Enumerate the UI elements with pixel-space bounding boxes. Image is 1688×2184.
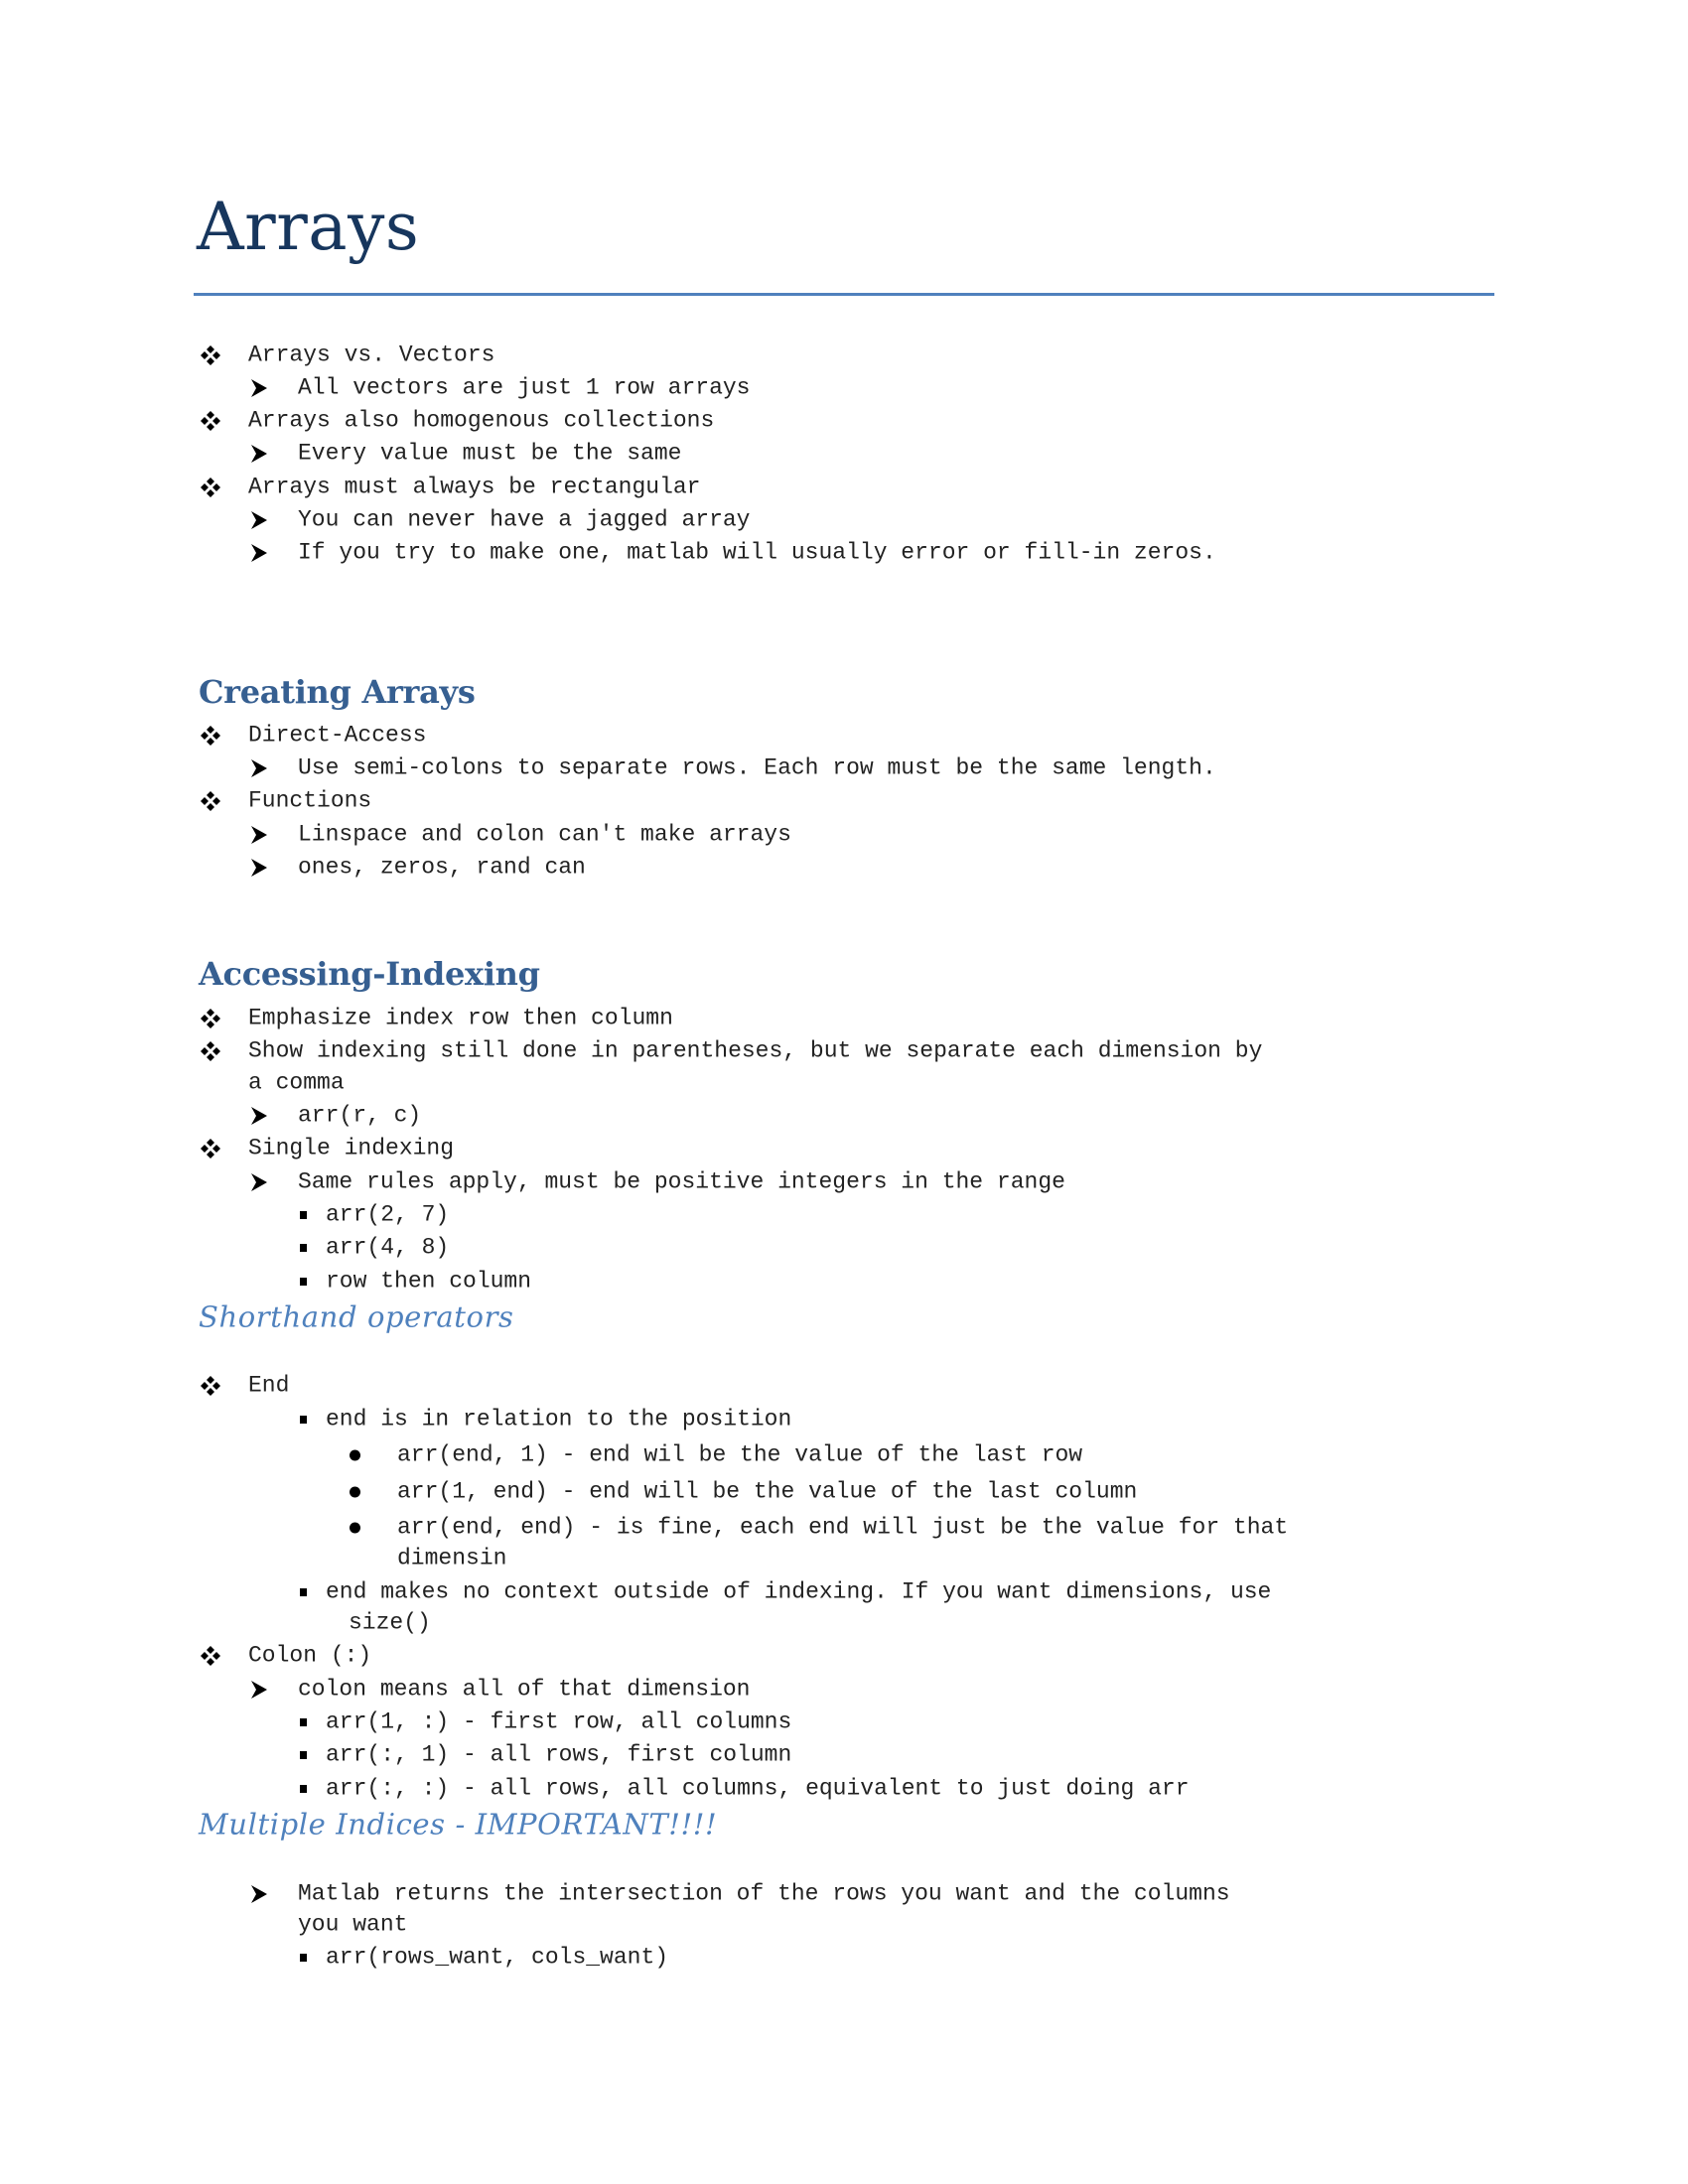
list-item: ones, zeros, rand can bbox=[298, 854, 586, 881]
diamond-icon bbox=[200, 1138, 221, 1160]
round-bullet-icon bbox=[350, 1487, 360, 1498]
round-bullet-icon bbox=[350, 1450, 360, 1461]
square-bullet-icon bbox=[300, 1278, 307, 1286]
title-underline-rule bbox=[194, 293, 1494, 296]
list-item: Colon (:) bbox=[248, 1642, 372, 1669]
square-bullet-icon bbox=[300, 1588, 307, 1596]
diamond-icon bbox=[200, 410, 221, 432]
diamond-icon bbox=[200, 344, 221, 366]
diamond-icon bbox=[200, 790, 221, 812]
list-item: You can never have a jagged array bbox=[298, 506, 751, 533]
arrow-icon bbox=[250, 858, 268, 878]
list-item: Matlab returns the intersection of the rows you want and the columns bbox=[298, 1880, 1230, 1907]
list-item: colon means all of that dimension bbox=[298, 1676, 751, 1703]
round-bullet-icon bbox=[350, 1523, 360, 1534]
arrow-icon bbox=[250, 444, 268, 464]
arrow-icon bbox=[250, 1172, 268, 1192]
list-item: If you try to make one, matlab will usually error or fill-in zeros. bbox=[298, 539, 1216, 566]
list-item: Same rules apply, must be positive integers in the range bbox=[298, 1168, 1065, 1195]
list-item: Use semi-colons to separate rows. Each row must be the same length. bbox=[298, 754, 1216, 781]
arrow-icon bbox=[250, 1106, 268, 1126]
list-item: arr(:, 1) - all rows, first column bbox=[326, 1741, 792, 1768]
list-item: Emphasize index row then column bbox=[248, 1005, 673, 1031]
arrow-icon bbox=[250, 758, 268, 778]
list-item: arr(4, 8) bbox=[326, 1234, 450, 1261]
list-item: Functions bbox=[248, 787, 372, 814]
arrow-icon bbox=[250, 825, 268, 845]
list-item-continuation: a comma bbox=[248, 1069, 345, 1096]
square-bullet-icon bbox=[300, 1785, 307, 1793]
section-heading-accessing-indexing: Accessing-Indexing bbox=[199, 955, 540, 993]
diamond-icon bbox=[200, 477, 221, 498]
diamond-icon bbox=[200, 1375, 221, 1397]
arrow-icon bbox=[250, 378, 268, 398]
subheading-shorthand-operators: Shorthand operators bbox=[199, 1299, 514, 1334]
arrow-icon bbox=[250, 1884, 268, 1904]
diamond-icon bbox=[200, 1645, 221, 1667]
list-item: arr(rows_want, cols_want) bbox=[326, 1944, 669, 1971]
list-item: Direct-Access bbox=[248, 722, 427, 749]
subheading-multiple-indices: Multiple Indices - IMPORTANT!!!! bbox=[199, 1807, 718, 1842]
list-item: arr(:, :) - all rows, all columns, equivalent to just doing arr bbox=[326, 1775, 1190, 1802]
list-item: All vectors are just 1 row arrays bbox=[298, 374, 751, 401]
diamond-icon bbox=[200, 725, 221, 747]
section-heading-creating-arrays: Creating Arrays bbox=[199, 673, 476, 711]
list-item: arr(2, 7) bbox=[326, 1201, 450, 1228]
list-item-continuation: dimensin bbox=[397, 1545, 507, 1571]
list-item: End bbox=[248, 1372, 290, 1399]
arrow-icon bbox=[250, 543, 268, 563]
list-item: end is in relation to the position bbox=[326, 1406, 792, 1433]
list-item: end makes no context outside of indexing. If you want dimensions, use bbox=[326, 1578, 1272, 1605]
list-item: arr(1, :) - first row, all columns bbox=[326, 1708, 792, 1735]
list-item: Arrays vs. Vectors bbox=[248, 341, 495, 368]
list-item-continuation: you want bbox=[298, 1911, 408, 1938]
list-item: Arrays must always be rectangular bbox=[248, 474, 701, 500]
square-bullet-icon bbox=[300, 1211, 307, 1219]
list-item: Every value must be the same bbox=[298, 440, 682, 467]
list-item: arr(end, 1) - end wil be the value of the last row bbox=[397, 1441, 1083, 1468]
list-item: Linspace and colon can't make arrays bbox=[298, 821, 791, 848]
arrow-icon bbox=[250, 1680, 268, 1700]
list-item-continuation: size() bbox=[349, 1609, 431, 1636]
square-bullet-icon bbox=[300, 1751, 307, 1759]
list-item: Single indexing bbox=[248, 1135, 455, 1161]
list-item: Show indexing still done in parentheses, but we separate each dimension by bbox=[248, 1037, 1263, 1064]
page-title: Arrays bbox=[197, 189, 420, 265]
list-item: arr(r, c) bbox=[298, 1102, 422, 1129]
square-bullet-icon bbox=[300, 1954, 307, 1962]
square-bullet-icon bbox=[300, 1718, 307, 1726]
list-item: arr(end, end) - is fine, each end will just be the value for that bbox=[397, 1514, 1289, 1541]
list-item: row then column bbox=[326, 1268, 532, 1295]
list-item: arr(1, end) - end will be the value of the last column bbox=[397, 1478, 1138, 1505]
diamond-icon bbox=[200, 1008, 221, 1029]
square-bullet-icon bbox=[300, 1416, 307, 1424]
arrow-icon bbox=[250, 510, 268, 530]
list-item: Arrays also homogenous collections bbox=[248, 407, 715, 434]
square-bullet-icon bbox=[300, 1244, 307, 1252]
diamond-icon bbox=[200, 1040, 221, 1062]
